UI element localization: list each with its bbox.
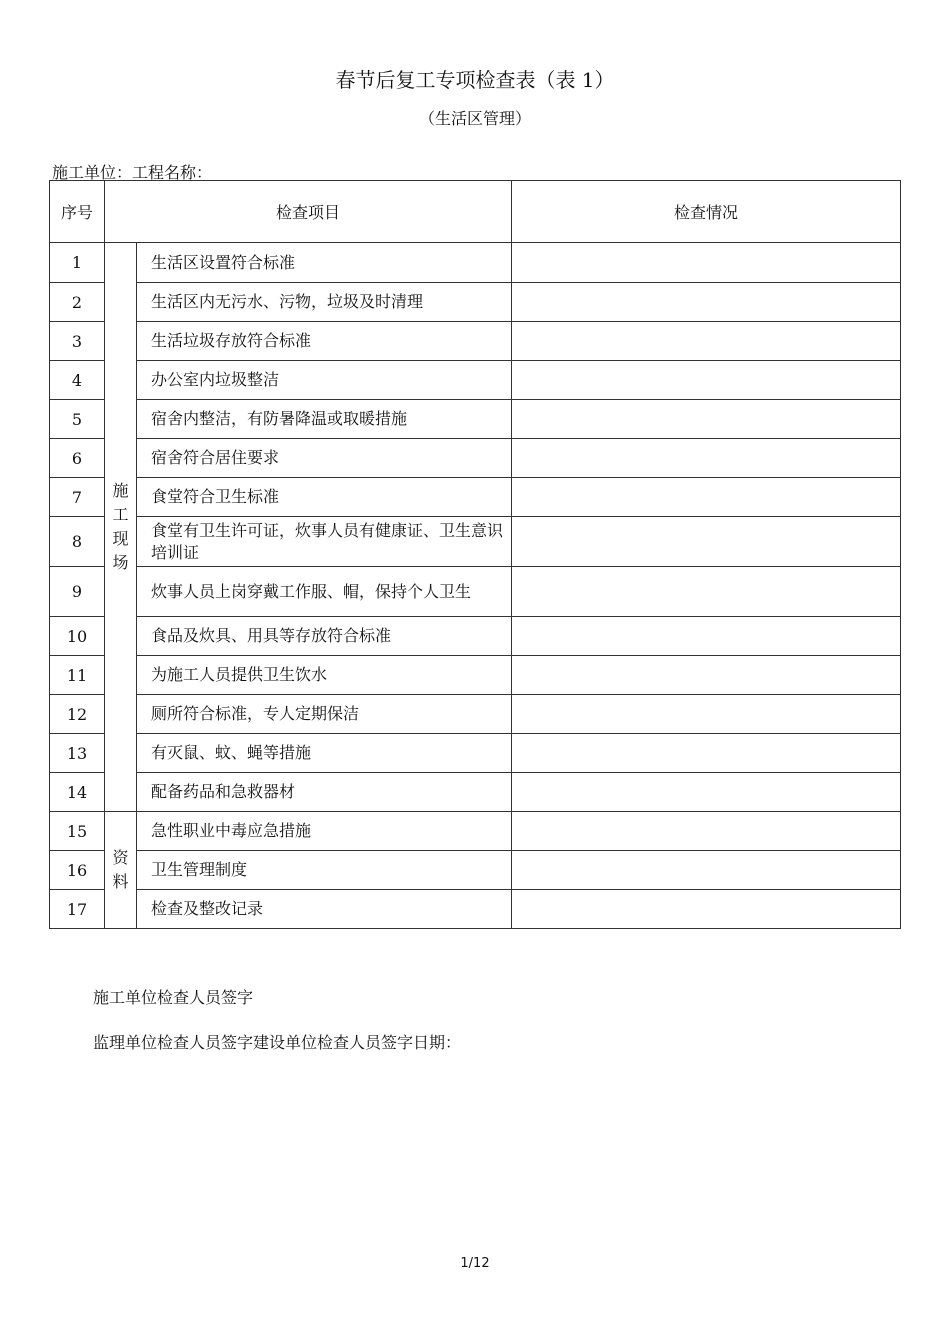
check-status-field[interactable] — [512, 656, 901, 695]
table-row — [50, 695, 901, 734]
check-item: 宿舍符合居住要求 — [137, 439, 512, 478]
check-item: 食品及炊具、用具等存放符合标准 — [137, 617, 512, 656]
table-row — [50, 283, 901, 322]
row-number: 3 — [50, 322, 105, 361]
check-status-field[interactable] — [512, 617, 901, 656]
check-item: 食堂符合卫生标准 — [137, 478, 512, 517]
table-row — [50, 361, 901, 400]
row-number: 7 — [50, 478, 105, 517]
category-label: 资料 — [112, 848, 129, 891]
row-number: 8 — [50, 517, 105, 567]
table-row — [50, 617, 901, 656]
row-number: 11 — [50, 656, 105, 695]
check-status-field[interactable] — [512, 322, 901, 361]
check-item: 炊事人员上岗穿戴工作服、帽，保持个人卫生 — [137, 567, 512, 617]
check-status-field[interactable] — [512, 734, 901, 773]
check-item: 办公室内垃圾整洁 — [137, 361, 512, 400]
check-item: 为施工人员提供卫生饮水 — [137, 656, 512, 695]
table-row — [50, 322, 901, 361]
row-number: 17 — [50, 890, 105, 929]
row-number: 12 — [50, 695, 105, 734]
row-number: 1 — [50, 243, 105, 283]
unit-project-line: 施工单位：工程名称： — [52, 163, 213, 182]
check-status-field[interactable] — [512, 400, 901, 439]
table-row — [50, 517, 901, 567]
page-number: 1/12 — [460, 1256, 490, 1271]
check-item: 配备药品和急救器材 — [137, 773, 512, 812]
check-status-field[interactable] — [512, 517, 901, 567]
header-item: 检查项目 — [105, 181, 512, 243]
header-status: 检查情况 — [512, 181, 901, 243]
category-cell — [105, 243, 137, 812]
check-item: 厕所符合标准，专人定期保洁 — [137, 695, 512, 734]
table-row — [50, 773, 901, 812]
table-row — [50, 851, 901, 890]
check-status-field[interactable] — [512, 567, 901, 617]
check-item: 宿舍内整洁，有防暑降温或取暖措施 — [137, 400, 512, 439]
document-title: 春节后复工专项检查表（表 1） — [335, 68, 615, 92]
row-number: 2 — [50, 283, 105, 322]
table-header-row — [50, 181, 901, 243]
table-row — [50, 243, 901, 283]
row-number: 4 — [50, 361, 105, 400]
check-status-field[interactable] — [512, 243, 901, 283]
row-number: 10 — [50, 617, 105, 656]
check-status-field[interactable] — [512, 773, 901, 812]
check-status-field[interactable] — [512, 361, 901, 400]
row-number: 9 — [50, 567, 105, 617]
header-no: 序号 — [50, 181, 105, 243]
check-status-field[interactable] — [512, 478, 901, 517]
table-body — [50, 243, 901, 929]
table-row — [50, 656, 901, 695]
check-status-field[interactable] — [512, 890, 901, 929]
table-row — [50, 890, 901, 929]
table-row — [50, 812, 901, 851]
signature-supervision-line: 监理单位检查人员签字建设单位检查人员签字日期： — [93, 1033, 462, 1052]
category-label: 施工现场 — [112, 481, 129, 572]
table-row — [50, 567, 901, 617]
check-status-field[interactable] — [512, 851, 901, 890]
check-item: 生活区设置符合标准 — [137, 243, 512, 283]
row-number: 14 — [50, 773, 105, 812]
document-subtitle: （生活区管理） — [418, 109, 531, 128]
check-status-field[interactable] — [512, 283, 901, 322]
category-cell — [105, 812, 137, 929]
row-number: 16 — [50, 851, 105, 890]
check-status-field[interactable] — [512, 439, 901, 478]
check-status-field[interactable] — [512, 695, 901, 734]
row-number: 6 — [50, 439, 105, 478]
table-row — [50, 400, 901, 439]
row-number: 5 — [50, 400, 105, 439]
table-row — [50, 734, 901, 773]
table-row — [50, 478, 901, 517]
check-item: 急性职业中毒应急措施 — [137, 812, 512, 851]
row-number: 13 — [50, 734, 105, 773]
check-item: 生活垃圾存放符合标准 — [137, 322, 512, 361]
row-number: 15 — [50, 812, 105, 851]
check-item: 卫生管理制度 — [137, 851, 512, 890]
check-item: 食堂有卫生许可证，炊事人员有健康证、卫生意识培训证 — [137, 517, 512, 567]
check-status-field[interactable] — [512, 812, 901, 851]
check-item: 检查及整改记录 — [137, 890, 512, 929]
check-item: 生活区内无污水、污物，垃圾及时清理 — [137, 283, 512, 322]
inspection-table — [49, 180, 901, 929]
check-item: 有灭鼠、蚊、蝇等措施 — [137, 734, 512, 773]
signature-construction-unit: 施工单位检查人员签字 — [93, 988, 254, 1007]
table-row — [50, 439, 901, 478]
